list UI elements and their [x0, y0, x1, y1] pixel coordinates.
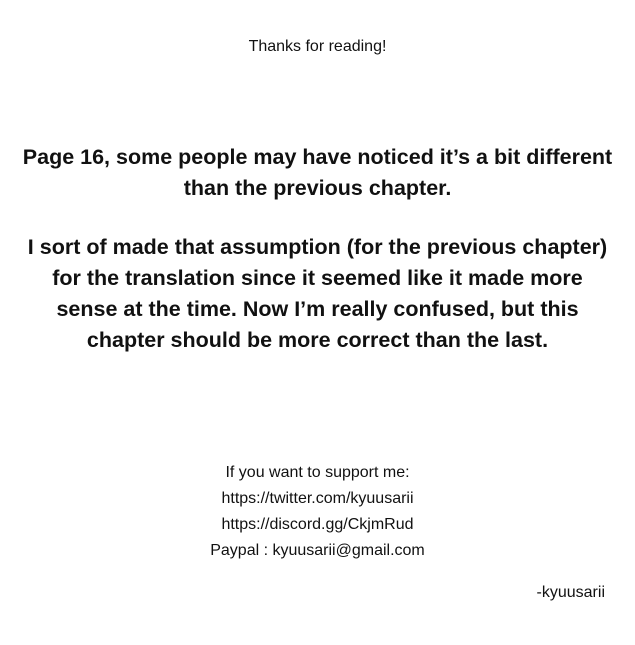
translator-note-1 [20, 142, 615, 204]
paypal-info: Paypal : kyuusarii@gmail.com [210, 542, 425, 559]
note-paragraph: I sort of made that assumption (for the previous chapter) for the translation since it seemed like it made more sense at the time. Now I’m really confused, but this chapter should be more correct than the last. [27, 235, 608, 352]
thanks-heading: Thanks for reading! [248, 38, 387, 55]
signature: -kyuusarii [536, 584, 605, 601]
support-heading: If you want to support me: [225, 464, 410, 481]
note-paragraph: Page 16, some people may have noticed it’s a bit different than the previous chapter. [22, 145, 613, 200]
twitter-link: https://twitter.com/kyuusarii [221, 490, 414, 507]
translator-note-2 [20, 232, 615, 356]
discord-link: https://discord.gg/CkjmRud [221, 516, 414, 533]
support-section [0, 460, 635, 564]
